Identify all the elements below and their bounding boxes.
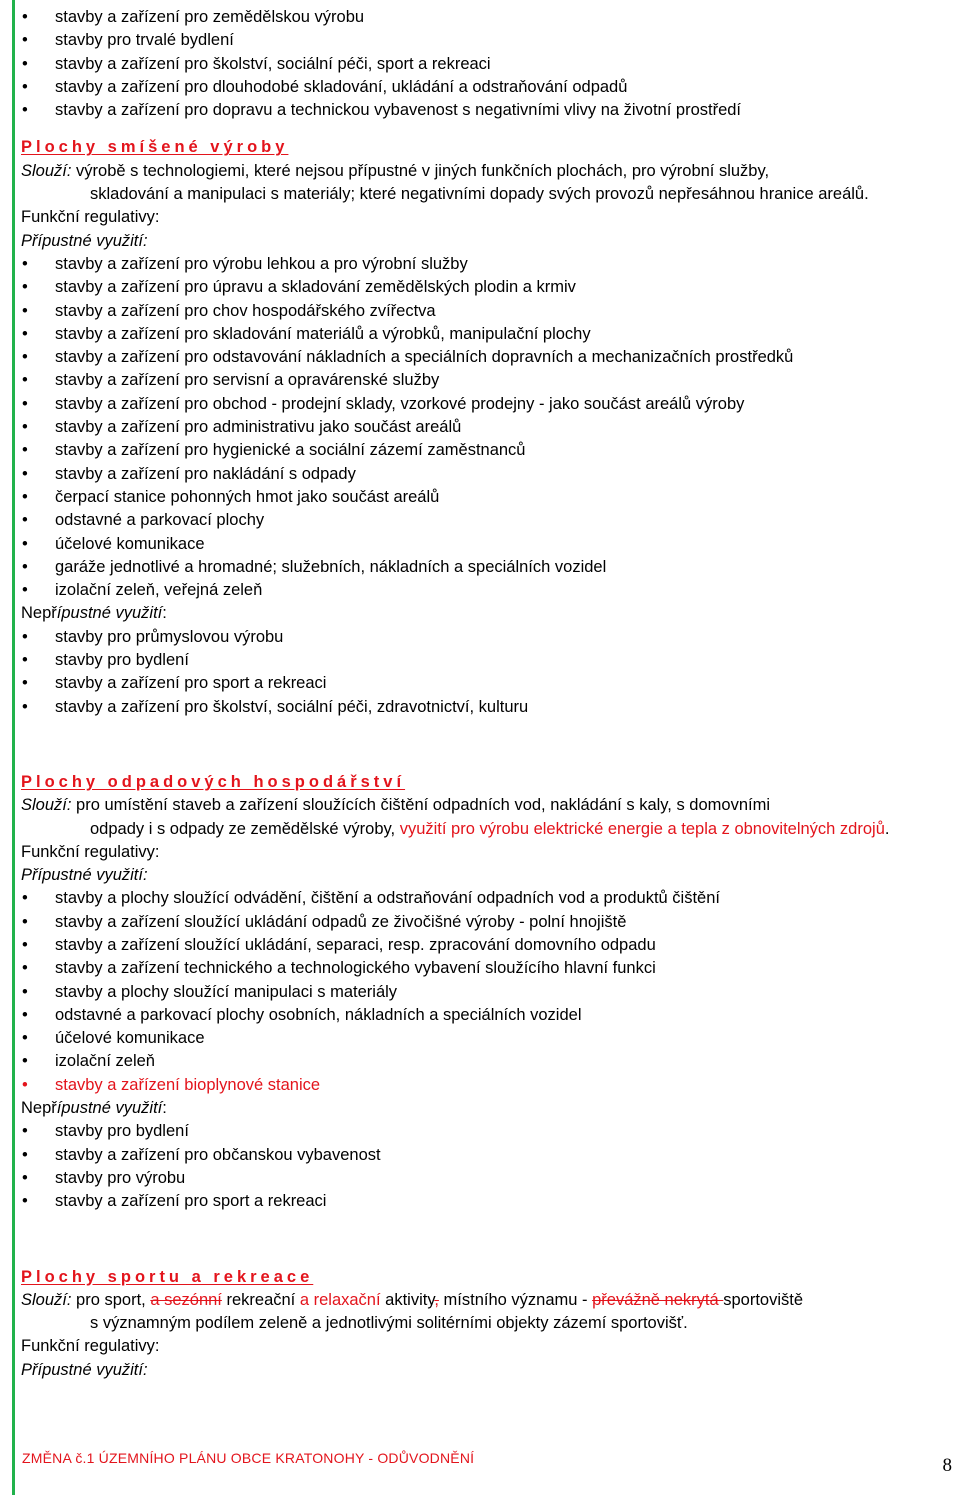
list-item: • stavby a plochy sloužící odvádění, čištění a odstraňování odpadních vod a produktů čištění [21,887,954,910]
list-item: • stavby a zařízení sloužící ukládání, separaci, resp. zpracování domovního odpadu [21,934,954,957]
list-item: • stavby pro bydlení [21,1120,954,1143]
sluzi-continuation: skladování a manipulaci s materiály; které negativními dopady svých provozů nepřesáhnou hranice areálů. [90,185,869,204]
list-item: • stavby a zařízení sloužící ukládání odpadů ze živočišné výroby - polní hnojiště [21,911,954,934]
margin-bar [12,0,15,1495]
pripustne-label: Přípustné využití: [21,231,148,250]
sluzi-label: Slouží: [21,1290,72,1309]
sluzi-text: aktivity [380,1290,435,1309]
funkcni-regulativy-label: Funkční regulativy: [21,842,160,861]
nepripustne-label-a: Nepř [21,604,57,623]
list-item: • stavby a zařízení pro občanskou vybavenost [21,1144,954,1167]
sluzi-text-red: využití pro výrobu elektrické energie a tepla z obnovitelných zdrojů [399,819,885,838]
list-item: • izolační zeleň, veřejná zeleň [21,579,954,602]
section-heading-sportu-a-rekreace: Plochy sportu a rekreace [21,1267,314,1286]
sluzi-text: místního významu - [438,1290,593,1309]
list-item: • stavby a zařízení pro chov hospodářského zvířectva [21,300,954,323]
nepripustne-label [21,602,954,625]
footer-title: ZMĚNA č.1 ÚZEMNÍHO PLÁNU OBCE KRATONOHY - ODŮVODNĚNÍ [22,1450,475,1466]
funkcni-regulativy-label: Funkční regulativy: [21,208,160,227]
nepripustne-list [21,626,954,719]
sluzi-continuation: s významným podílem zeleně a jednotlivými solitérními objekty zázemí sportovišť. [90,1314,688,1333]
list-item: • stavby a zařízení pro skladování materiálů a výrobků, manipulační plochy [21,323,954,346]
list-item: • stavby pro výrobu [21,1167,954,1190]
list-item: • stavby a zařízení pro dlouhodobé skladování, ukládání a odstraňování odpadů [21,76,954,99]
pripustne-label: Přípustné využití: [21,866,148,885]
list-item: • stavby pro bydlení [21,649,954,672]
list-item: • stavby a zařízení pro školství, sociální péči, zdravotnictví, kulturu [21,696,954,719]
list-item: • stavby pro průmyslovou výrobu [21,626,954,649]
list-item: • čerpací stanice pohonných hmot jako součást areálů [21,486,954,509]
list-item: • garáže jednotlivé a hromadné; služebních, nákladních a speciálních vozidel [21,556,954,579]
struck-text: převážně nekrytá [592,1290,724,1309]
list-item: • stavby a zařízení pro úpravu a skladování zemědělských plodin a krmiv [21,276,954,299]
list-item: • izolační zeleň [21,1050,954,1073]
list-item: • stavby a zařízení pro dopravu a technickou vybavenost s negativními vlivy na životní prostředí [21,99,954,122]
pripustne-label: Přípustné využití: [21,1360,148,1379]
list-item: • stavby a zařízení pro odstavování nákladních a speciálních dopravních a mechanizačních prostředků [21,346,954,369]
list-item: • účelové komunikace [21,533,954,556]
section-heading-odpadovych-hospodarstvi: Plochy odpadových hospodářství [21,772,406,791]
list-item: • stavby a zařízení pro školství, sociální péči, sport a rekreaci [21,53,954,76]
sluzi-paragraph [21,1289,954,1312]
sluzi-text-end: . [884,819,890,838]
document-page [21,6,954,1382]
sluzi-label: Slouží: [21,796,72,815]
list-item: • stavby a zařízení pro zemědělskou výrobu [21,6,954,29]
list-item: • stavby a zařízení pro sport a rekreaci [21,1190,954,1213]
nepripustne-label-c: : [162,1099,167,1118]
list-item: • stavby a zařízení pro hygienické a sociální zázemí zaměstnanců [21,439,954,462]
sluzi-text-part: odpady i s odpady ze zemědělské výroby, [90,819,400,838]
list-item: • stavby a zařízení pro výrobu lehkou a pro výrobní služby [21,253,954,276]
funkcni-regulativy-label: Funkční regulativy: [21,1337,160,1356]
nepripustne-label-c: : [162,604,167,623]
struck-text: a sezónní [150,1290,222,1309]
struck-text: , [434,1290,439,1309]
list-item: • stavby a zařízení pro sport a rekreaci [21,672,954,695]
sluzi-text: pro sport, [71,1290,151,1309]
sluzi-text-red: a relaxační [299,1290,381,1309]
list-item: • stavby a zařízení pro obchod - prodejní sklady, vzorkové prodejny - jako součást areálů výroby [21,393,954,416]
sluzi-label: Slouží: [21,161,72,180]
list-item-red: • stavby a zařízení bioplynové stanice [21,1074,954,1097]
page-number: 8 [942,1455,952,1476]
nepripustne-label-a: Nepř [21,1099,57,1118]
list-item: • stavby a zařízení pro nakládání s odpady [21,463,954,486]
nepripustne-list [21,1120,954,1213]
list-item: • odstavné a parkovací plochy [21,509,954,532]
pripustne-list [21,887,954,1097]
list-item: • účelové komunikace [21,1027,954,1050]
sluzi-text: sportoviště [723,1290,804,1309]
sluzi-paragraph [21,794,954,817]
sluzi-text: pro umístění staveb a zařízení sloužících čištění odpadních vod, nakládání s kaly, s domovními [71,796,771,815]
nepripustne-label-b: ípustné využití [56,604,163,623]
list-item: • stavby a zařízení technického a technologického vybavení sloužícího hlavní funkci [21,957,954,980]
list-item: • stavby a zařízení pro servisní a opravárenské služby [21,369,954,392]
section-heading-smisene-vyroby: Plochy smíšené výroby [21,138,289,157]
list-item: • stavby pro trvalé bydlení [21,29,954,52]
sluzi-paragraph [21,160,954,183]
sluzi-text: rekreační [221,1290,300,1309]
list-item: • stavby a zařízení pro administrativu jako součást areálů [21,416,954,439]
list-item: • stavby a plochy sloužící manipulaci s materiály [21,981,954,1004]
nepripustne-label [21,1097,954,1120]
pripustne-list [21,253,954,602]
sluzi-continuation [21,818,954,841]
nepripustne-label-b: ípustné využití [56,1099,163,1118]
list-item: • odstavné a parkovací plochy osobních, nákladních a speciálních vozidel [21,1004,954,1027]
intro-list [21,6,954,122]
sluzi-text: výrobě s technologiemi, které nejsou přípustné v jiných funkčních plochách, pro výrobní služby, [71,161,770,180]
